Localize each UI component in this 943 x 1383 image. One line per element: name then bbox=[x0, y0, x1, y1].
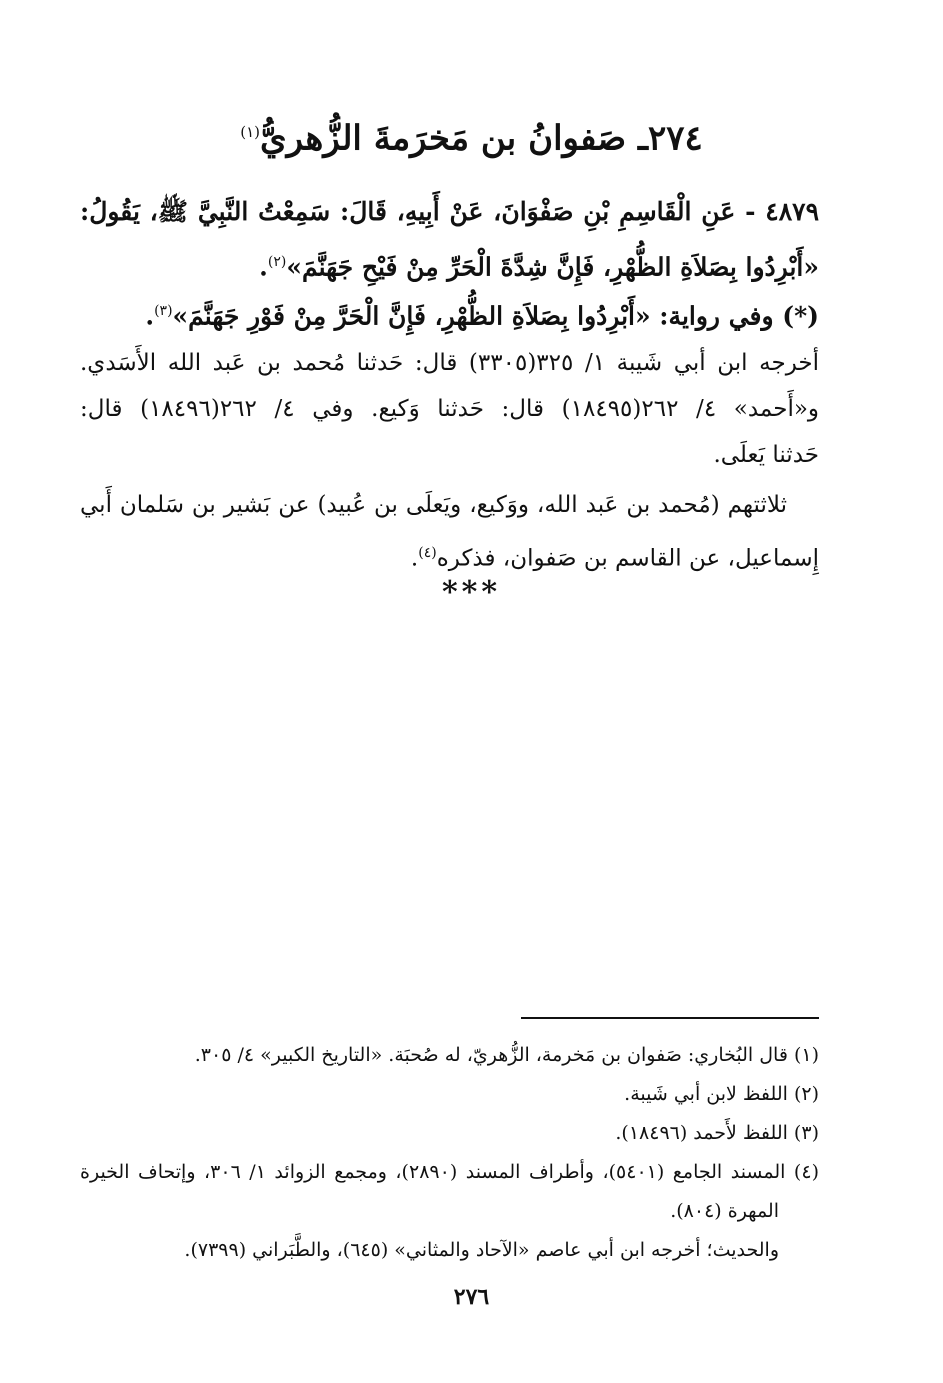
hadith-body: ٤٨٧٩ - عَنِ الْقَاسِمِ بْنِ صَفْوَانَ، عَنْ أَبِيهِ، قَالَ: سَمِعْتُ النَّبِيَّ ﷺ، يَقُولُ: «أَبْرِدُوا بِصَلاَةِ الظُّهْرِ، فَإِنَّ شِدَّةَ الْحَرِّ مِنْ فَيْحِ جَهَنَّمَ» bbox=[80, 197, 819, 282]
footnote-4-continued: المهرة (٨٠٤). bbox=[670, 1200, 779, 1222]
takhrij-line: و«أَحمد» ٤/ ٢٦٢(١٨٤٩٥) قال: حَدثنا وَكيع. وفي ٤/ ٢٦٢(١٨٤٩٦) قال: bbox=[80, 396, 820, 422]
footnote-1: (١) قال البُخاري: صَفوان بن مَخرمة، الزُّهريّ، له صُحبَة. «التاريخ الكبير» ٤/ ٣٠٥. bbox=[194, 1044, 819, 1066]
summary-end: . bbox=[410, 545, 419, 572]
riwaya-body: (*) وفي رواية: «أَبْرِدُوا بِصَلاَةِ الظُّهْرِ، فَإِنَّ الْحَرَّ مِنْ فَوْرِ جَهَنَّمَ» bbox=[172, 301, 819, 331]
summary-footnote-ref: (٤) bbox=[418, 545, 437, 561]
summary-line: ثلاثتهم (مُحمد بن عَبد الله، ووَكيع، ويَعلَى بن عُبيد) عن بَشير بن سَلمان أَبي bbox=[80, 492, 787, 518]
riwaya-end: . bbox=[145, 301, 155, 331]
hadith-footnote-ref: (٢) bbox=[267, 254, 287, 270]
takhrij-line: أخرجه ابن أبي شَيبة ١/ ٣٢٥(٣٣٠٥) قال: حَدثنا مُحمد بن عَبد الله الأَسَدي. bbox=[80, 350, 820, 376]
footnotes bbox=[80, 1036, 819, 1270]
riwaya-footnote-ref: (٣) bbox=[154, 303, 173, 319]
footnote-4: (٤) المسند الجامع (٥٤٠١)، وأطراف المسند (٢٨٩٠)، ومجمع الزوائد ١/ ٣٠٦، وإتحاف الخيرة bbox=[80, 1161, 819, 1183]
chapter-title-text: ٢٧٤ـ صَفوانُ بن مَخرَمةَ الزُّهريُّ bbox=[260, 118, 703, 159]
chapter-title bbox=[0, 108, 943, 162]
summary-line-text: إِسماعيل، عن القاسم بن صَفوان، فذكره bbox=[436, 545, 819, 572]
section-separator: *** bbox=[441, 575, 502, 610]
footnote-divider bbox=[521, 1017, 819, 1019]
alternate-narration bbox=[80, 287, 819, 340]
hadith-end: . bbox=[259, 252, 268, 282]
chapter-title-footnote-ref: (١) bbox=[240, 123, 261, 141]
takhrij-line: حَدثنا يَعلَى. bbox=[713, 442, 819, 468]
footnote-3: (٣) اللفظ لأَحمد (١٨٤٩٦). bbox=[615, 1122, 819, 1144]
takhrij-paragraph bbox=[80, 340, 819, 478]
footnote-2: (٢) اللفظ لابن أبي شَيبة. bbox=[624, 1083, 819, 1105]
hadith-text bbox=[80, 186, 819, 292]
footnote-4-hadith-note: والحديث؛ أخرجه ابن أبي عاصم «الآحاد والمثاني» (٦٤٥)، والطَّبَراني (٧٣٩٩). bbox=[184, 1239, 779, 1261]
page-number: ٢٧٦ bbox=[453, 1284, 490, 1310]
summary-paragraph bbox=[80, 481, 819, 583]
